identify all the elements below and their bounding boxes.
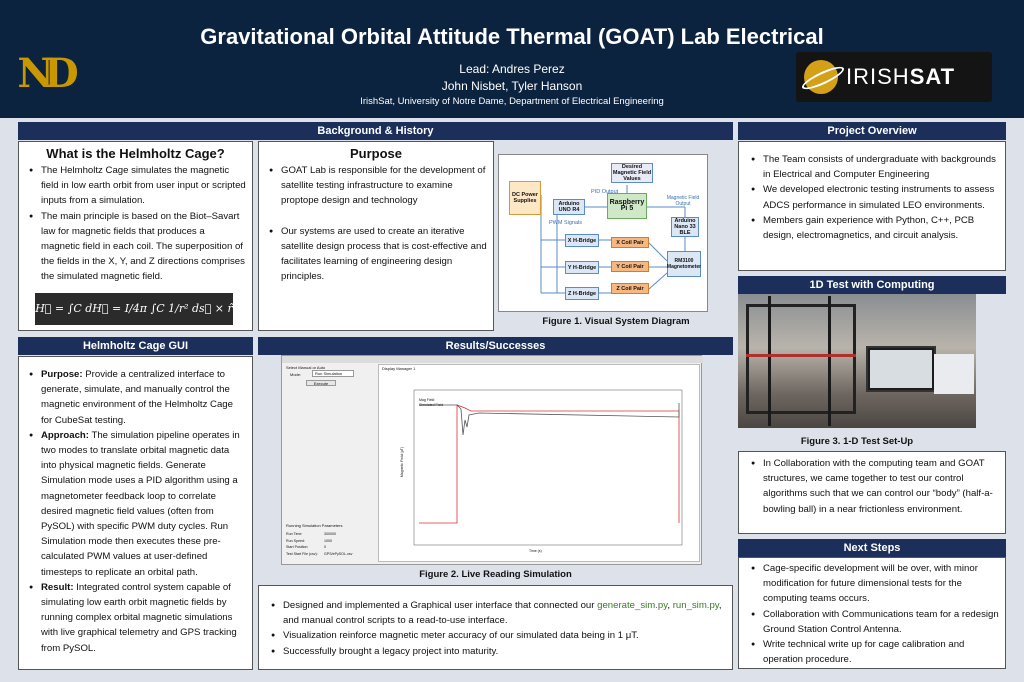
screenshot-mode-label: Mode: [290,372,302,377]
magnetometer-block: RM3100 Magnetometer [667,251,701,277]
figure1-caption: Figure 1. Visual System Diagram [542,316,690,327]
biot-savart-equation: H⃗ = ∫C dH⃗ = I/4π ∫C 1/r² ds⃗ × r̂ [35,293,233,325]
gui-box [18,356,253,670]
screenshot-plot-title: Display Manager 1 [382,366,416,371]
z-hbridge-block: Z H-Bridge [565,287,599,300]
purpose-box [258,141,494,331]
x-coil-block: X Coil Pair [611,237,649,248]
nextsteps-box [738,557,1006,669]
purpose-bullet: ● Our systems are used to create an iterative satellite design process that is cost-effective and facilitates learning of engineering design principles. [269,224,487,285]
results-bullet: ● Successfully brought a legacy project into maturity. [271,644,726,659]
screenshot-ylabel: Magnetic Field (µT) [400,446,405,478]
generate-sim-link: generate_sim.py [597,600,668,611]
test-setup-photo [738,294,976,428]
screenshot-mode-select[interactable]: Run Simulation [312,370,354,377]
nextsteps-bullet: ● Cage-specific development will be over, with minor modification for future dimensional tests for the computing teams occurs. [751,561,999,607]
figure3-caption: Figure 3. 1-D Test Set-Up [800,436,914,447]
z-coil-block: Z Coil Pair [611,283,649,294]
overview-bullet: ● The Team consists of undergraduate with backgrounds in Electrical and Computer Engineering [751,152,999,182]
team-members: John Nisbet, Tyler Hanson [441,79,583,93]
nextsteps-bullet: ● Write technical write up for cage calibration and operation procedure. [751,637,999,667]
helmholtz-box [18,141,253,331]
arduino-nano-block: Arduino Nano 33 BLE [671,217,699,237]
figure2-caption: Figure 2. Live Reading Simulation [419,569,572,580]
desired-values-block: Desired Magnetic Field Values [612,164,652,182]
gui-result: ● Result: Integrated control system capable of simulating low earth orbit magnetic fields by running complex orbital magnetic simulations with live graphical telemetry and GPS tracking from PySOL. [29,580,246,656]
raspberry-pi-block: Raspberry Pi 5 [607,193,647,219]
helmholtz-bullet: ● The Helmholtz Cage simulates the magnetic field in low earth orbit from user input or scripted inputs from a simulation. [29,163,246,209]
screenshot-panel-label: Select Manual or Auto [286,365,326,370]
y-hbridge-block: Y H-Bridge [565,261,599,274]
screenshot-plot-panel [378,364,700,562]
test1d-box [738,451,1006,534]
screenshot-execute-button[interactable]: Execute [306,380,336,386]
screenshot-params-title: Running Simulation Parameters [286,523,343,528]
poster-title: Gravitational Orbital Attitude Thermal (GOAT) Lab Electrical [200,24,824,49]
overview-box [738,141,1006,271]
results-header: Results/Successes [258,337,733,355]
lead-name: Lead: Andres Perez [459,62,565,76]
results-bullet: ● Visualization reinforce magnetic meter accuracy of our simulated data being in 1 μT. [271,628,726,643]
overview-header: Project Overview [738,122,1006,140]
dc-power-block: DC Power Supplies [509,181,541,215]
results-box [258,585,733,670]
arduino-uno-block: Arduino UNO R4 [553,199,585,215]
nextsteps-header: Next Steps [738,539,1006,557]
irishsat-logo: IRISHSAT [796,52,992,102]
results-bullet: ● Designed and implemented a Graphical user interface that connected our generate_sim.py, run_sim.py, and manual control scripts to a read-to-use interface. [271,598,726,628]
screenshot-params: Run Time: 300000 Run Speed: 1000 Start Position: 0 Test Start File (csv): GPS/ePySOL.csv [286,532,353,556]
system-diagram [498,154,708,312]
helmholtz-title: What is the Helmholtz Cage? [46,146,225,161]
notre-dame-logo: ND [17,50,69,97]
screenshot-legend-1: Mag Field [419,398,435,402]
screenshot-legend-2: Simulated Field [419,403,444,407]
gui-purpose: ● Purpose: Provide a centralized interface to generate, simulate, and manually control the magnetic environment of the Helmholtz Cage for CubeSat testing. [29,367,246,428]
nextsteps-bullet: ● Collaboration with Communications team for a redesign Ground Station Control Antenna. [751,607,999,637]
run-sim-link: run_sim.py [672,600,719,611]
poster-header [0,0,1024,118]
purpose-bullet: ● GOAT Lab is responsible for the development of satellite testing infrastructure to examine proptope design and technology [269,163,487,209]
pwm-label: PWM Signals [549,220,583,226]
x-hbridge-block: X H-Bridge [565,234,599,247]
gui-approach: ● Approach: The simulation pipeline operates in two modes to translate orbital magnetic data into physical magnetic fields. Generate Simulation mode uses a PID algorithm using a magnetometer feedback loop to correlate desired magnetic field values (often from PySOL) with specific PWM duty cycles. Run Simulation mode then executes these pre-calculated PWM values at user-defined timesteps to replicate an orbital path. [29,428,246,580]
purpose-title: Purpose [349,146,402,161]
gui-screenshot [281,355,702,565]
helmholtz-bullet: ● The main principle is based on the Biot–Savart law for magnetic fields that produces a magnetic field in each coil. The superposition of the fields in the X, Y, and Z directions comprises the simulated magnetic field. [29,209,246,285]
overview-bullet: ● Members gain experience with Python, C++, PCB design, electromagnetics, and circuit analysis. [751,213,999,243]
affiliation: IrishSat, University of Notre Dame, Department of Electrical Engineering [360,96,664,107]
screenshot-xlabel: Time (s) [529,549,542,553]
test1d-bullet: ● In Collaboration with the computing team and GOAT structures, we came together to test our control algorithms such that we can control our “body” (half-a-bowling ball) in a near frictionless environment. [751,456,999,517]
test1d-header: 1D Test with Computing [738,276,1006,294]
live-reading-plot [379,365,701,563]
overview-bullet: ● We developed electronic testing instruments to assess ADCS performance in simulated LEO environments. [751,182,999,212]
mag-output-label: Magnetic Field Output [666,195,700,207]
background-header: Background & History [18,122,733,140]
y-coil-block: Y Coil Pair [611,261,649,272]
pid-label: PID Output [591,189,619,195]
gui-header: Helmholtz Cage GUI [18,337,253,355]
